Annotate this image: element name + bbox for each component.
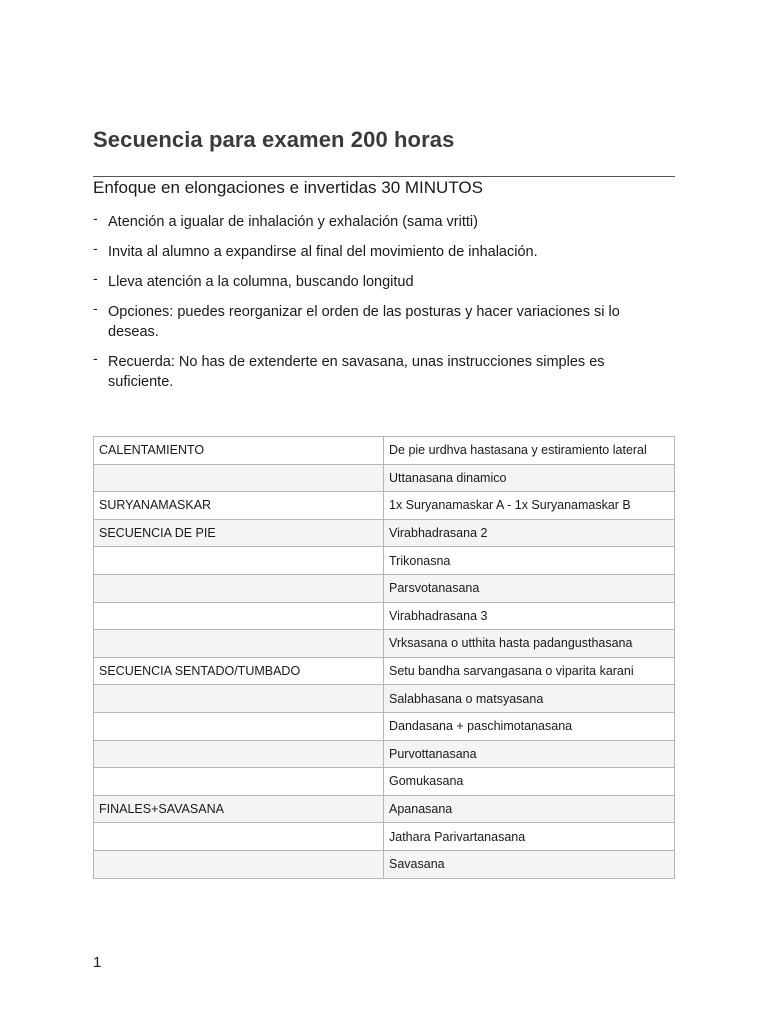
section-cell xyxy=(94,768,384,796)
posture-cell: Salabhasana o matsyasana xyxy=(384,685,675,713)
posture-cell: Virabhadrasana 3 xyxy=(384,602,675,630)
list-item-text: Invita al alumno a expandirse al final del movimiento de inhalación. xyxy=(108,244,538,260)
list-item xyxy=(93,242,673,262)
section-cell: SURYANAMASKAR xyxy=(94,492,384,520)
section-cell: SECUENCIA SENTADO/TUMBADO xyxy=(94,657,384,685)
section-cell: SECUENCIA DE PIE xyxy=(94,519,384,547)
table-row xyxy=(94,768,675,796)
section-cell xyxy=(94,712,384,740)
table-row xyxy=(94,437,675,465)
section-cell xyxy=(94,464,384,492)
table-row xyxy=(94,823,675,851)
posture-cell: Parsvotanasana xyxy=(384,574,675,602)
table-row xyxy=(94,712,675,740)
bullet-marker: - xyxy=(93,240,98,256)
bullet-marker: - xyxy=(93,300,98,316)
table-row xyxy=(94,630,675,658)
table-row xyxy=(94,464,675,492)
section-cell: CALENTAMIENTO xyxy=(94,437,384,465)
list-item-text: Lleva atención a la columna, buscando longitud xyxy=(108,274,414,290)
posture-cell: Uttanasana dinamico xyxy=(384,464,675,492)
bullet-marker: - xyxy=(93,210,98,226)
table-row xyxy=(94,685,675,713)
table-row xyxy=(94,657,675,685)
bullet-marker: - xyxy=(93,270,98,286)
posture-cell: Setu bandha sarvangasana o viparita karani xyxy=(384,657,675,685)
section-cell: FINALES+SAVASANA xyxy=(94,795,384,823)
table-row xyxy=(94,574,675,602)
posture-cell: Purvottanasana xyxy=(384,740,675,768)
list-item xyxy=(93,302,673,342)
posture-cell: Trikonasna xyxy=(384,547,675,575)
posture-cell: Dandasana + paschimotanasana xyxy=(384,712,675,740)
page-number: 1 xyxy=(93,954,102,971)
table-row xyxy=(94,740,675,768)
section-cell xyxy=(94,602,384,630)
posture-table xyxy=(93,436,675,879)
title-divider xyxy=(93,176,675,177)
list-item xyxy=(93,212,673,232)
list-item xyxy=(93,352,673,392)
section-cell xyxy=(94,850,384,878)
list-item-text: Atención a igualar de inhalación y exhalación (sama vritti) xyxy=(108,214,478,230)
table-row xyxy=(94,492,675,520)
table-row xyxy=(94,850,675,878)
table-row xyxy=(94,795,675,823)
posture-cell: De pie urdhva hastasana y estiramiento lateral xyxy=(384,437,675,465)
list-item-text: Recuerda: No has de extenderte en savasana, unas instrucciones simples es suficiente. xyxy=(108,354,605,390)
table-row xyxy=(94,547,675,575)
bullet-marker: - xyxy=(93,350,98,366)
section-cell xyxy=(94,823,384,851)
posture-cell: Apanasana xyxy=(384,795,675,823)
section-cell xyxy=(94,685,384,713)
section-subtitle: Enfoque en elongaciones e invertidas 30 MINUTOS xyxy=(93,178,483,197)
table-row xyxy=(94,519,675,547)
instruction-list xyxy=(93,212,673,402)
list-item xyxy=(93,272,673,292)
section-cell xyxy=(94,630,384,658)
posture-cell: Savasana xyxy=(384,850,675,878)
section-cell xyxy=(94,574,384,602)
section-cell xyxy=(94,547,384,575)
list-item-text: Opciones: puedes reorganizar el orden de las posturas y hacer variaciones si lo deseas. xyxy=(108,304,620,340)
section-cell xyxy=(94,740,384,768)
posture-cell: Vrksasana o utthita hasta padangusthasana xyxy=(384,630,675,658)
posture-cell: 1x Suryanamaskar A - 1x Suryanamaskar B xyxy=(384,492,675,520)
posture-cell: Gomukasana xyxy=(384,768,675,796)
document-title: Secuencia para examen 200 horas xyxy=(93,127,455,152)
posture-cell: Virabhadrasana 2 xyxy=(384,519,675,547)
table-row xyxy=(94,602,675,630)
posture-cell: Jathara Parivartanasana xyxy=(384,823,675,851)
